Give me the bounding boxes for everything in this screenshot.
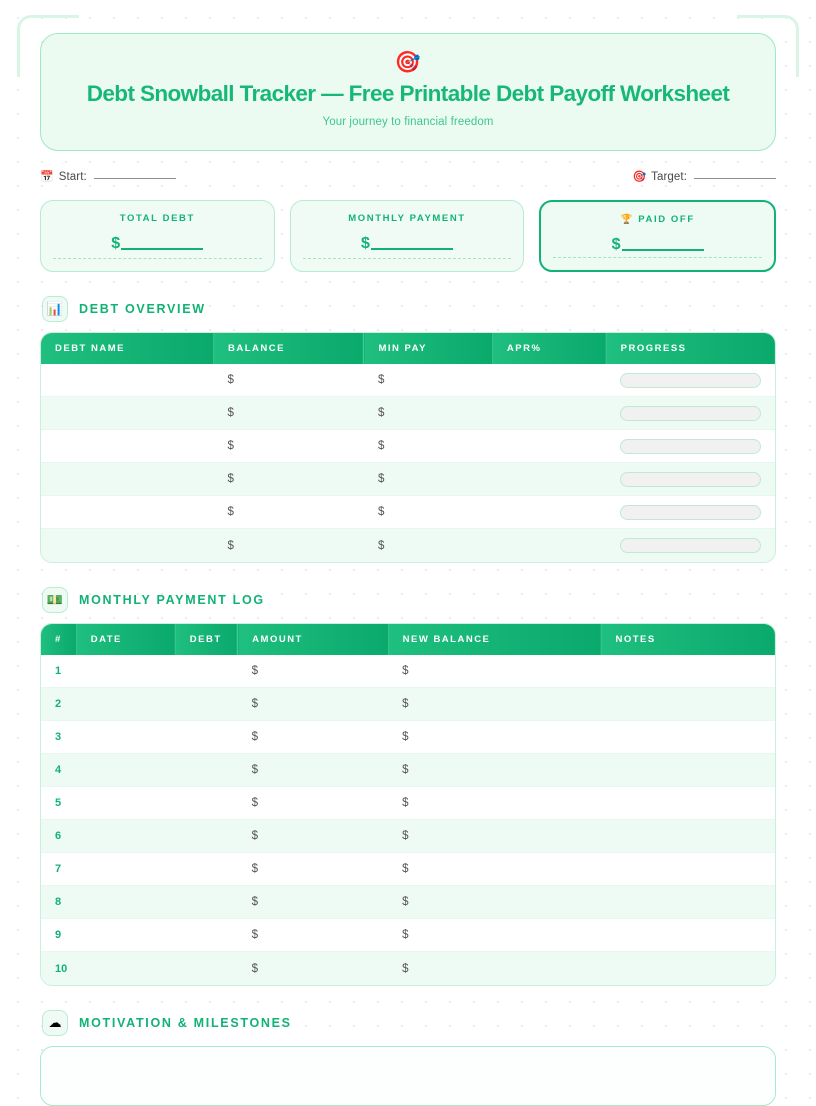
cell-index [41,886,76,919]
cell-notes[interactable] [601,886,775,919]
column-header-min-pay[interactable]: MIN PAY [364,333,492,364]
dollar-sign: $ [251,764,259,777]
dollar-sign: $ [402,698,409,711]
cell-new-balance[interactable] [388,919,601,952]
dollar-sign: $ [402,731,409,744]
summary-cards [40,200,776,272]
cell-date[interactable] [76,853,175,886]
stat-card-paid-off [539,200,776,272]
table-header-row [41,624,775,655]
stat-value-monthly-payment[interactable] [307,235,508,253]
start-date-blank[interactable] [94,178,176,179]
page-title: Debt Snowball Tracker — Free Printable Debt Payoff Worksheet [86,81,730,107]
dollar-sign: $ [227,374,234,387]
cell-date[interactable] [76,721,175,754]
cell-index [41,853,76,886]
cell-amount[interactable] [238,754,388,787]
table-row[interactable] [41,886,775,919]
cell-date[interactable] [76,787,175,820]
cell-date[interactable] [76,655,175,688]
column-header-debt[interactable]: DEBT [175,624,237,655]
cell-notes[interactable] [601,853,775,886]
cell-progress[interactable] [606,397,775,430]
date-row [40,170,776,183]
dollar-sign: $ [227,539,234,552]
cell-notes[interactable] [601,721,775,754]
cell-progress[interactable] [606,529,775,562]
table-row[interactable] [41,655,775,688]
debt-overview-table [41,333,775,562]
progress-bar[interactable] [620,373,761,388]
paid-off-dashed-rule [553,257,762,258]
cell-apr[interactable] [492,364,606,397]
dollar-sign: $ [377,473,385,486]
section-title-debt-overview: DEBT OVERVIEW [79,301,206,316]
dollar-sign: $ [251,962,259,975]
snowball-icon: ☁ [42,1010,68,1036]
cell-date[interactable] [76,952,175,985]
stat-label-paid-off [557,214,758,225]
cell-debt-name[interactable] [41,496,213,529]
total-debt-blank[interactable] [121,248,203,250]
cell-notes[interactable] [601,787,775,820]
dollar-sign: $ [611,235,621,253]
dollar-sign: $ [402,896,409,909]
paid-off-blank[interactable] [622,249,704,251]
dollar-sign: $ [251,929,259,942]
cell-notes[interactable] [601,919,775,952]
dollar-sign: $ [402,962,409,975]
column-header-new-balance[interactable]: NEW BALANCE [388,624,601,655]
cell-debt[interactable] [175,655,237,688]
start-date-field[interactable] [40,170,176,183]
dollar-sign: $ [251,698,259,711]
cell-min-pay[interactable] [364,430,492,463]
cell-notes[interactable] [601,952,775,985]
bar-chart-icon: 📊 [42,296,68,322]
column-header-balance[interactable]: BALANCE [213,333,363,364]
payment-log-table-wrap [40,623,776,986]
cell-balance[interactable] [213,496,363,529]
dollar-sign: $ [227,407,234,420]
table-row[interactable] [41,721,775,754]
row-number: 3 [55,731,62,744]
target-icon: 🎯 [394,51,422,74]
target-date-label: Target: [651,170,687,183]
table-row[interactable] [41,919,775,952]
dollar-sign: $ [111,234,121,252]
cell-date[interactable] [76,688,175,721]
dollar-sign: $ [227,506,234,519]
cell-notes[interactable] [601,754,775,787]
row-number: 8 [55,896,62,909]
total-debt-dashed-rule [53,258,262,259]
section-title-payment-log: MONTHLY PAYMENT LOG [79,592,265,607]
cell-index [41,655,76,688]
cell-balance[interactable] [213,430,363,463]
cell-debt[interactable] [175,721,237,754]
target-icon: 🎯 [632,170,647,183]
cell-amount[interactable] [238,820,388,853]
cell-amount[interactable] [238,655,388,688]
cell-min-pay[interactable] [364,463,492,496]
hero-header [40,33,776,151]
cell-new-balance[interactable] [388,952,601,985]
cell-date[interactable] [76,919,175,952]
cell-debt[interactable] [175,688,237,721]
section-header-debt-overview [42,296,776,322]
progress-bar[interactable] [620,439,761,454]
table-row[interactable] [41,463,775,496]
cell-min-pay[interactable] [364,397,492,430]
row-number: 10 [55,962,68,975]
cell-debt[interactable] [175,919,237,952]
cell-min-pay[interactable] [364,529,492,562]
row-number: 7 [55,863,62,876]
cell-new-balance[interactable] [388,787,601,820]
cell-debt[interactable] [175,787,237,820]
calendar-icon: 📅 [40,170,54,183]
progress-bar[interactable] [620,406,761,421]
stat-label-monthly-payment: MONTHLY PAYMENT [348,212,466,224]
payment-log-table [41,624,775,985]
dollar-sign: $ [402,830,409,843]
cell-progress[interactable] [606,430,775,463]
cell-balance[interactable] [213,463,363,496]
cell-min-pay[interactable] [364,364,492,397]
dollar-sign: $ [377,374,385,387]
cell-debt-name[interactable] [41,397,213,430]
column-header-index[interactable]: # [41,624,76,655]
cell-debt[interactable] [175,853,237,886]
dollar-sign: $ [360,234,371,252]
debt-overview-table-wrap [40,332,776,563]
section-header-motivation [42,1010,776,1036]
cell-index [41,721,76,754]
row-number: 5 [55,797,62,810]
row-number: 6 [55,830,62,843]
cell-index [41,820,76,853]
dollar-sign: $ [251,863,259,876]
dollar-sign: $ [251,731,259,744]
cell-notes[interactable] [601,688,775,721]
dollar-sign: $ [402,665,409,678]
table-row[interactable] [41,397,775,430]
dollar-sign: $ [251,665,259,678]
dollar-sign: $ [251,797,259,810]
stat-card-monthly-payment [290,200,525,272]
cell-progress[interactable] [606,463,775,496]
dollar-sign: $ [402,863,409,876]
cell-index [41,787,76,820]
column-header-debt-name[interactable]: DEBT NAME [41,333,213,364]
cell-debt-name[interactable] [41,364,213,397]
cell-amount[interactable] [238,688,388,721]
monthly-payment-dashed-rule [303,258,512,259]
dollar-sign: $ [402,929,409,942]
start-date-label: Start: [58,170,87,183]
cell-progress[interactable] [606,364,775,397]
motivation-notes-box[interactable] [40,1046,776,1106]
row-number: 1 [55,665,62,678]
table-row[interactable] [41,364,775,397]
table-row[interactable] [41,496,775,529]
table-row[interactable] [41,430,775,463]
cell-balance[interactable] [213,397,363,430]
stat-label-paid-off-text: PAID OFF [638,213,695,225]
cell-amount[interactable] [238,787,388,820]
column-header-date[interactable]: DATE [76,624,175,655]
cell-new-balance[interactable] [388,886,601,919]
row-number: 2 [55,698,62,711]
cell-notes[interactable] [601,820,775,853]
table-row[interactable] [41,787,775,820]
cell-debt[interactable] [175,952,237,985]
dollar-sign: $ [377,539,385,552]
cell-date[interactable] [76,820,175,853]
cell-debt[interactable] [175,886,237,919]
cell-date[interactable] [76,754,175,787]
stat-card-total-debt [40,200,275,272]
stat-label-total-debt: TOTAL DEBT [119,212,195,224]
cell-index [41,688,76,721]
dollar-sign: $ [227,473,234,486]
cell-debt[interactable] [175,820,237,853]
dollar-sign: $ [377,506,385,519]
column-header-notes[interactable]: NOTES [601,624,775,655]
cell-new-balance[interactable] [388,721,601,754]
cell-min-pay[interactable] [364,496,492,529]
cell-balance[interactable] [213,364,363,397]
cell-index [41,952,76,985]
cell-amount[interactable] [238,952,388,985]
dollar-sign: $ [251,896,259,909]
cell-index [41,754,76,787]
progress-bar[interactable] [620,505,761,520]
dollar-sign: $ [377,440,385,453]
dollar-sign: $ [402,797,409,810]
row-number: 9 [55,929,62,942]
column-header-apr[interactable]: APR% [492,333,606,364]
cell-apr[interactable] [492,529,606,562]
progress-bar[interactable] [620,538,761,553]
cell-new-balance[interactable] [388,688,601,721]
stat-value-total-debt[interactable] [57,235,258,253]
cell-balance[interactable] [213,529,363,562]
cell-amount[interactable] [238,886,388,919]
section-title-motivation: MOTIVATION & MILESTONES [79,1015,292,1030]
column-header-progress[interactable]: PROGRESS [606,333,775,364]
progress-bar[interactable] [620,472,761,487]
cell-new-balance[interactable] [388,655,601,688]
target-date-blank[interactable] [694,178,776,179]
cell-progress[interactable] [606,496,775,529]
cell-debt-name[interactable] [41,430,213,463]
cell-debt-name[interactable] [41,463,213,496]
monthly-payment-blank[interactable] [371,248,453,250]
section-header-payment-log [42,587,776,613]
trophy-icon: 🏆 [620,213,635,225]
table-row[interactable] [41,754,775,787]
cell-index [41,919,76,952]
cell-debt[interactable] [175,754,237,787]
row-number: 4 [55,764,62,777]
cell-amount[interactable] [238,853,388,886]
dollar-sign: $ [377,407,385,420]
page-subtitle: Your journey to financial freedom [322,115,494,128]
target-date-field[interactable] [632,170,776,183]
cell-amount[interactable] [238,721,388,754]
table-row[interactable] [41,820,775,853]
cell-debt-name[interactable] [41,529,213,562]
cell-notes[interactable] [601,655,775,688]
table-header-row [41,333,775,364]
cell-apr[interactable] [492,496,606,529]
table-row[interactable] [41,952,775,985]
stat-value-paid-off[interactable] [557,236,758,254]
payment-log-body [41,655,775,985]
cell-apr[interactable] [492,397,606,430]
table-row[interactable] [41,853,775,886]
cell-date[interactable] [76,886,175,919]
column-header-amount[interactable]: AMOUNT [238,624,388,655]
cell-new-balance[interactable] [388,754,601,787]
dollar-sign: $ [227,440,234,453]
cell-apr[interactable] [492,430,606,463]
money-icon: 💵 [42,587,68,613]
debt-overview-body [41,364,775,562]
table-row[interactable] [41,688,775,721]
dollar-sign: $ [251,830,259,843]
cell-new-balance[interactable] [388,820,601,853]
table-row[interactable] [41,529,775,562]
dollar-sign: $ [402,764,409,777]
cell-amount[interactable] [238,919,388,952]
cell-apr[interactable] [492,463,606,496]
cell-new-balance[interactable] [388,853,601,886]
